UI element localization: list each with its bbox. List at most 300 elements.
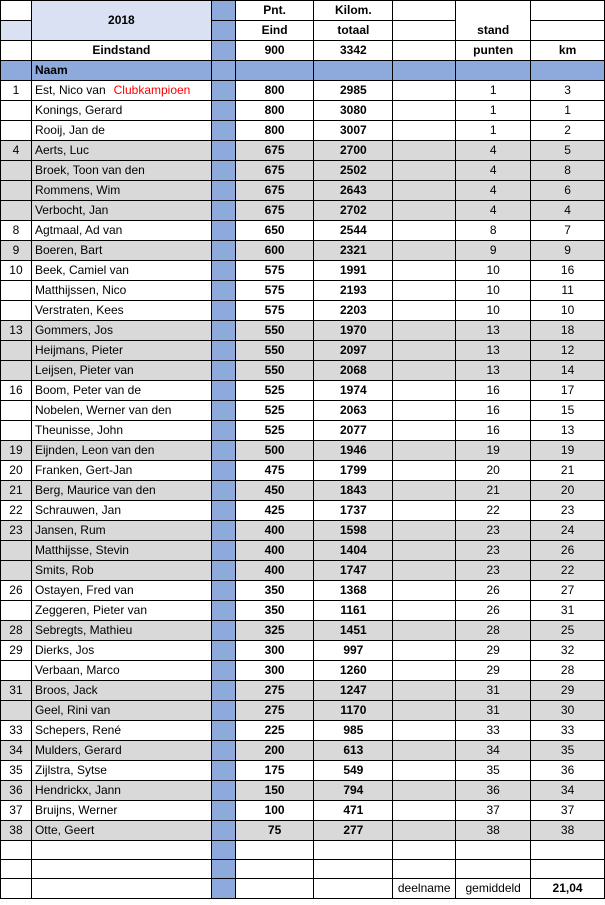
name-cell[interactable]: Franken, Gert-Jan (31, 461, 211, 481)
name-cell[interactable]: Gommers, Jos (31, 321, 211, 341)
separator-cell[interactable] (211, 481, 235, 501)
points-cell[interactable]: 675 (235, 141, 314, 161)
name-cell[interactable]: Eijnden, Leon van den (31, 441, 211, 461)
stand-km-cell[interactable]: 11 (531, 281, 605, 301)
deelname-label[interactable]: deelname (393, 879, 456, 899)
stand-km-cell[interactable]: 10 (531, 301, 605, 321)
name-cell[interactable]: Boom, Peter van de (31, 381, 211, 401)
rank-cell[interactable]: 19 (1, 441, 32, 461)
cell[interactable] (393, 841, 456, 860)
cell[interactable] (393, 161, 456, 181)
name-cell[interactable]: Nobelen, Werner van den (31, 401, 211, 421)
stand-punten-cell[interactable]: 29 (456, 661, 531, 681)
km-cell[interactable]: 1843 (314, 481, 393, 501)
name-cell[interactable]: Beek, Camiel van (31, 261, 211, 281)
separator-cell[interactable] (211, 501, 235, 521)
cell[interactable] (393, 101, 456, 121)
cell[interactable] (393, 621, 456, 641)
name-cell[interactable]: Leijsen, Pieter van (31, 361, 211, 381)
km-cell[interactable]: 2985 (314, 81, 393, 101)
name-cell[interactable]: Boeren, Bart (31, 241, 211, 261)
cell[interactable] (393, 261, 456, 281)
separator-cell[interactable] (211, 41, 235, 61)
cell[interactable] (393, 381, 456, 401)
rank-cell[interactable] (1, 281, 32, 301)
rank-cell[interactable] (1, 361, 32, 381)
name-cell[interactable]: Matthijsse, Stevin (31, 541, 211, 561)
points-cell[interactable]: 575 (235, 261, 314, 281)
stand-punten-cell[interactable]: 8 (456, 221, 531, 241)
km-cell[interactable]: 2193 (314, 281, 393, 301)
cell[interactable] (393, 781, 456, 801)
stand-km-cell[interactable]: 29 (531, 681, 605, 701)
points-cell[interactable]: 550 (235, 321, 314, 341)
stand-punten-cell[interactable]: 23 (456, 541, 531, 561)
stand-km-cell[interactable]: 19 (531, 441, 605, 461)
rank-cell[interactable]: 28 (1, 621, 32, 641)
rank-cell[interactable]: 22 (1, 501, 32, 521)
separator-cell[interactable] (211, 860, 235, 879)
points-cell[interactable]: 275 (235, 681, 314, 701)
km-cell[interactable]: 2700 (314, 141, 393, 161)
stand-km-cell[interactable]: 32 (531, 641, 605, 661)
cell[interactable] (393, 541, 456, 561)
stand-km-cell[interactable]: 31 (531, 601, 605, 621)
stand-punten-cell[interactable]: 4 (456, 141, 531, 161)
rank-cell[interactable]: 34 (1, 741, 32, 761)
cell[interactable] (1, 41, 32, 61)
stand-punten-cell[interactable]: 23 (456, 521, 531, 541)
separator-cell[interactable] (211, 161, 235, 181)
cell[interactable] (393, 181, 456, 201)
cell[interactable] (393, 481, 456, 501)
points-cell[interactable]: 550 (235, 341, 314, 361)
rank-cell[interactable]: 37 (1, 801, 32, 821)
cell[interactable] (456, 841, 531, 860)
points-cell[interactable]: 475 (235, 461, 314, 481)
points-cell[interactable]: 600 (235, 241, 314, 261)
points-cell[interactable]: 675 (235, 201, 314, 221)
stand-punten-cell[interactable]: 31 (456, 701, 531, 721)
cell[interactable] (393, 361, 456, 381)
stand-km-cell[interactable]: 38 (531, 821, 605, 841)
stand-km-cell[interactable]: 14 (531, 361, 605, 381)
cell[interactable] (1, 860, 32, 879)
cell[interactable] (314, 879, 393, 899)
cell[interactable] (31, 841, 211, 860)
separator-cell[interactable] (211, 301, 235, 321)
points-cell[interactable]: 650 (235, 221, 314, 241)
stand-km-cell[interactable]: 4 (531, 201, 605, 221)
km-cell[interactable]: 471 (314, 801, 393, 821)
stand-km-cell[interactable]: 13 (531, 421, 605, 441)
cell[interactable] (393, 821, 456, 841)
stand-punten-cell[interactable]: 4 (456, 201, 531, 221)
cell[interactable] (1, 61, 32, 81)
stand-punten-cell[interactable]: 1 (456, 81, 531, 101)
stand-punten-cell[interactable]: 21 (456, 481, 531, 501)
points-cell[interactable]: 525 (235, 401, 314, 421)
name-cell[interactable]: Theunisse, John (31, 421, 211, 441)
separator-cell[interactable] (211, 781, 235, 801)
rank-cell[interactable]: 13 (1, 321, 32, 341)
stand-punten-cell[interactable]: 16 (456, 381, 531, 401)
separator-cell[interactable] (211, 341, 235, 361)
separator-cell[interactable] (211, 241, 235, 261)
gemiddeld-label[interactable]: gemiddeld (456, 879, 531, 899)
km-cell[interactable]: 1247 (314, 681, 393, 701)
name-cell[interactable]: Rooij, Jan de (31, 121, 211, 141)
name-cell[interactable]: Matthijssen, Nico (31, 281, 211, 301)
rank-cell[interactable] (1, 301, 32, 321)
cell[interactable] (393, 321, 456, 341)
cell[interactable] (393, 741, 456, 761)
km-cell[interactable]: 1260 (314, 661, 393, 681)
name-cell[interactable]: Otte, Geert (31, 821, 211, 841)
name-cell[interactable]: Smits, Rob (31, 561, 211, 581)
points-cell[interactable]: 300 (235, 661, 314, 681)
stand-km-cell[interactable]: 16 (531, 261, 605, 281)
stand-km-cell[interactable]: 9 (531, 241, 605, 261)
separator-cell[interactable] (211, 801, 235, 821)
cell[interactable] (393, 801, 456, 821)
stand-km-cell[interactable]: 26 (531, 541, 605, 561)
stand-km-cell[interactable]: 37 (531, 801, 605, 821)
points-cell[interactable]: 425 (235, 501, 314, 521)
km-cell[interactable]: 2068 (314, 361, 393, 381)
cell[interactable] (393, 41, 456, 61)
cell[interactable] (456, 61, 531, 81)
cell[interactable] (393, 1, 456, 21)
separator-cell[interactable] (211, 879, 235, 899)
name-cell[interactable]: Verbocht, Jan (31, 201, 211, 221)
km-cell[interactable]: 997 (314, 641, 393, 661)
rank-cell[interactable]: 8 (1, 221, 32, 241)
stand-km-cell[interactable]: 33 (531, 721, 605, 741)
km-cell[interactable]: 1598 (314, 521, 393, 541)
points-cell[interactable]: 675 (235, 161, 314, 181)
cell[interactable] (393, 701, 456, 721)
separator-cell[interactable] (211, 261, 235, 281)
points-cell[interactable]: 575 (235, 281, 314, 301)
stand-km-cell[interactable]: 23 (531, 501, 605, 521)
name-cell[interactable]: Dierks, Jos (31, 641, 211, 661)
cell[interactable] (456, 860, 531, 879)
cell[interactable] (314, 860, 393, 879)
stand-punten-cell[interactable]: 13 (456, 341, 531, 361)
km-cell[interactable]: 2502 (314, 161, 393, 181)
km-cell[interactable]: 3007 (314, 121, 393, 141)
points-cell[interactable]: 350 (235, 601, 314, 621)
cell[interactable] (1, 1, 32, 21)
stand-punten-cell[interactable]: 10 (456, 261, 531, 281)
cell[interactable] (393, 721, 456, 741)
km-cell[interactable]: 2203 (314, 301, 393, 321)
cell[interactable] (31, 879, 211, 899)
cell[interactable] (235, 860, 314, 879)
cell[interactable] (531, 1, 605, 21)
gemiddeld-value[interactable]: 21,04 (531, 879, 605, 899)
rank-cell[interactable]: 1 (1, 81, 32, 101)
rank-cell[interactable]: 35 (1, 761, 32, 781)
cell[interactable] (393, 441, 456, 461)
km-cell[interactable]: 613 (314, 741, 393, 761)
cell[interactable] (235, 61, 314, 81)
name-cell[interactable]: Jansen, Rum (31, 521, 211, 541)
cell[interactable] (393, 561, 456, 581)
cell[interactable] (393, 601, 456, 621)
points-cell[interactable]: 100 (235, 801, 314, 821)
stand-punten-cell[interactable]: 28 (456, 621, 531, 641)
stand-punten-cell[interactable]: 9 (456, 241, 531, 261)
stand-km-cell[interactable]: 17 (531, 381, 605, 401)
separator-cell[interactable] (211, 601, 235, 621)
separator-cell[interactable] (211, 521, 235, 541)
cell[interactable] (1, 879, 32, 899)
km-cell[interactable]: 1747 (314, 561, 393, 581)
rank-cell[interactable] (1, 341, 32, 361)
name-cell[interactable]: Aerts, Luc (31, 141, 211, 161)
stand-km-cell[interactable]: 15 (531, 401, 605, 421)
stand-km-header[interactable]: km (531, 41, 605, 61)
cell[interactable] (393, 421, 456, 441)
name-cell[interactable]: Sebregts, Mathieu (31, 621, 211, 641)
rank-cell[interactable] (1, 181, 32, 201)
stand-km-cell[interactable]: 8 (531, 161, 605, 181)
points-cell[interactable]: 325 (235, 621, 314, 641)
cell[interactable] (393, 461, 456, 481)
km-cell[interactable]: 1404 (314, 541, 393, 561)
points-col-header-top[interactable]: Pnt. (235, 1, 314, 21)
cell[interactable] (531, 61, 605, 81)
name-cell[interactable]: Berg, Maurice van den (31, 481, 211, 501)
name-cell[interactable]: Schrauwen, Jan (31, 501, 211, 521)
cell[interactable] (393, 501, 456, 521)
stand-km-cell[interactable]: 18 (531, 321, 605, 341)
name-cell[interactable]: Agtmaal, Ad van (31, 221, 211, 241)
rank-cell[interactable] (1, 161, 32, 181)
separator-cell[interactable] (211, 441, 235, 461)
rank-cell[interactable]: 10 (1, 261, 32, 281)
cell[interactable] (235, 841, 314, 860)
cell[interactable] (393, 581, 456, 601)
separator-cell[interactable] (211, 121, 235, 141)
stand-punten-cell[interactable]: 23 (456, 561, 531, 581)
separator-cell[interactable] (211, 221, 235, 241)
stand-km-cell[interactable]: 7 (531, 221, 605, 241)
cell[interactable] (393, 241, 456, 261)
separator-cell[interactable] (211, 401, 235, 421)
points-cell[interactable]: 150 (235, 781, 314, 801)
stand-km-cell[interactable]: 6 (531, 181, 605, 201)
km-cell[interactable]: 2702 (314, 201, 393, 221)
name-cell[interactable]: Zijlstra, Sytse (31, 761, 211, 781)
rank-cell[interactable]: 33 (1, 721, 32, 741)
separator-cell[interactable] (211, 381, 235, 401)
naam-header[interactable]: Naam (31, 61, 211, 81)
stand-punten-cell[interactable]: 19 (456, 441, 531, 461)
rank-cell[interactable]: 23 (1, 521, 32, 541)
points-cell[interactable]: 400 (235, 521, 314, 541)
name-cell[interactable]: Broos, Jack (31, 681, 211, 701)
km-cell[interactable]: 549 (314, 761, 393, 781)
cell[interactable] (393, 661, 456, 681)
km-col-header-top[interactable]: Kilom. (314, 1, 393, 21)
cell[interactable] (393, 281, 456, 301)
separator-cell[interactable] (211, 461, 235, 481)
stand-punten-cell[interactable]: 29 (456, 641, 531, 661)
name-cell[interactable]: Ostayen, Fred van (31, 581, 211, 601)
cell[interactable] (393, 681, 456, 701)
stand-punten-cell[interactable]: 26 (456, 581, 531, 601)
stand-km-cell[interactable]: 2 (531, 121, 605, 141)
stand-punten-cell[interactable]: 37 (456, 801, 531, 821)
stand-km-cell[interactable]: 5 (531, 141, 605, 161)
separator-cell[interactable] (211, 281, 235, 301)
points-cell[interactable]: 800 (235, 101, 314, 121)
separator-cell[interactable] (211, 661, 235, 681)
km-cell[interactable]: 2097 (314, 341, 393, 361)
stand-km-cell[interactable]: 20 (531, 481, 605, 501)
points-cell[interactable]: 550 (235, 361, 314, 381)
cell[interactable] (393, 141, 456, 161)
km-cell[interactable]: 1799 (314, 461, 393, 481)
separator-cell[interactable] (211, 741, 235, 761)
stand-punten-cell[interactable]: 34 (456, 741, 531, 761)
name-cell[interactable]: Rommens, Wim (31, 181, 211, 201)
km-cell[interactable]: 2063 (314, 401, 393, 421)
km-cell[interactable]: 1737 (314, 501, 393, 521)
name-cell[interactable]: Zeggeren, Pieter van (31, 601, 211, 621)
rank-cell[interactable]: 38 (1, 821, 32, 841)
season-year[interactable]: 2018 (31, 1, 211, 41)
name-cell[interactable]: Geel, Rini van (31, 701, 211, 721)
stand-km-cell[interactable]: 1 (531, 101, 605, 121)
name-cell[interactable]: Hendrickx, Jann (31, 781, 211, 801)
km-cell[interactable]: 2643 (314, 181, 393, 201)
stand-punten-cell[interactable]: 10 (456, 281, 531, 301)
max-points[interactable]: 900 (235, 41, 314, 61)
rank-cell[interactable]: 16 (1, 381, 32, 401)
cell[interactable] (393, 641, 456, 661)
cell[interactable] (393, 401, 456, 421)
km-cell[interactable]: 1991 (314, 261, 393, 281)
points-cell[interactable]: 800 (235, 121, 314, 141)
separator-cell[interactable] (211, 701, 235, 721)
stand-km-cell[interactable]: 24 (531, 521, 605, 541)
stand-punten-cell[interactable]: 31 (456, 681, 531, 701)
stand-km-cell[interactable]: 36 (531, 761, 605, 781)
separator-cell[interactable] (211, 321, 235, 341)
name-cell[interactable]: Bruijns, Werner (31, 801, 211, 821)
km-cell[interactable]: 1946 (314, 441, 393, 461)
cell[interactable] (31, 860, 211, 879)
rank-cell[interactable]: 29 (1, 641, 32, 661)
points-cell[interactable]: 500 (235, 441, 314, 461)
rank-cell[interactable] (1, 701, 32, 721)
subtitle[interactable]: Eindstand (31, 41, 211, 61)
name-cell[interactable]: Verstraten, Kees (31, 301, 211, 321)
stand-punten-cell[interactable]: 13 (456, 321, 531, 341)
rank-cell[interactable] (1, 401, 32, 421)
km-cell[interactable]: 277 (314, 821, 393, 841)
cell[interactable] (393, 521, 456, 541)
cell[interactable] (393, 221, 456, 241)
rank-cell[interactable]: 26 (1, 581, 32, 601)
points-cell[interactable]: 525 (235, 421, 314, 441)
separator-cell[interactable] (211, 641, 235, 661)
stand-punten-cell[interactable]: 1 (456, 121, 531, 141)
km-cell[interactable]: 1368 (314, 581, 393, 601)
points-cell[interactable]: 175 (235, 761, 314, 781)
cell[interactable] (393, 21, 456, 41)
stand-km-cell[interactable]: 35 (531, 741, 605, 761)
separator-cell[interactable] (211, 101, 235, 121)
stand-punten-cell[interactable]: 10 (456, 301, 531, 321)
stand-punten-cell[interactable]: 26 (456, 601, 531, 621)
points-cell[interactable]: 275 (235, 701, 314, 721)
points-cell[interactable]: 400 (235, 541, 314, 561)
separator-cell[interactable] (211, 541, 235, 561)
separator-cell[interactable] (211, 761, 235, 781)
km-cell[interactable]: 2077 (314, 421, 393, 441)
km-cell[interactable]: 1451 (314, 621, 393, 641)
points-cell[interactable]: 800 (235, 81, 314, 101)
rank-cell[interactable] (1, 661, 32, 681)
points-col-header-bottom[interactable]: Eind (235, 21, 314, 41)
stand-punten-cell[interactable]: 33 (456, 721, 531, 741)
rank-cell[interactable]: 20 (1, 461, 32, 481)
rank-cell[interactable]: 36 (1, 781, 32, 801)
rank-cell[interactable] (1, 561, 32, 581)
stand-punten-cell[interactable]: 36 (456, 781, 531, 801)
cell[interactable] (393, 860, 456, 879)
cell[interactable] (235, 879, 314, 899)
stand-km-cell[interactable]: 28 (531, 661, 605, 681)
cell[interactable] (393, 81, 456, 101)
separator-cell[interactable] (211, 1, 235, 21)
stand-km-cell[interactable]: 27 (531, 581, 605, 601)
rank-cell[interactable] (1, 121, 32, 141)
cell[interactable] (531, 21, 605, 41)
rank-cell[interactable] (1, 101, 32, 121)
stand-punten-cell[interactable]: 16 (456, 401, 531, 421)
stand-km-cell[interactable]: 22 (531, 561, 605, 581)
stand-punten-cell[interactable]: 13 (456, 361, 531, 381)
separator-cell[interactable] (211, 21, 235, 41)
km-cell[interactable]: 2544 (314, 221, 393, 241)
points-cell[interactable]: 350 (235, 581, 314, 601)
km-cell[interactable]: 1170 (314, 701, 393, 721)
name-cell[interactable]: Broek, Toon van den (31, 161, 211, 181)
km-cell[interactable]: 1970 (314, 321, 393, 341)
name-cell[interactable]: Heijmans, Pieter (31, 341, 211, 361)
separator-cell[interactable] (211, 181, 235, 201)
stand-punten-cell[interactable]: 35 (456, 761, 531, 781)
km-cell[interactable]: 1974 (314, 381, 393, 401)
km-cell[interactable]: 1161 (314, 601, 393, 621)
stand-km-cell[interactable]: 21 (531, 461, 605, 481)
stand-punten-cell[interactable]: 20 (456, 461, 531, 481)
name-cell[interactable]: Verbaan, Marco (31, 661, 211, 681)
stand-punten-header[interactable]: punten (456, 41, 531, 61)
cell[interactable] (393, 301, 456, 321)
name-cell[interactable]: Konings, Gerard (31, 101, 211, 121)
points-cell[interactable]: 675 (235, 181, 314, 201)
points-cell[interactable]: 400 (235, 561, 314, 581)
stand-title[interactable]: stand (456, 1, 531, 41)
separator-cell[interactable] (211, 721, 235, 741)
